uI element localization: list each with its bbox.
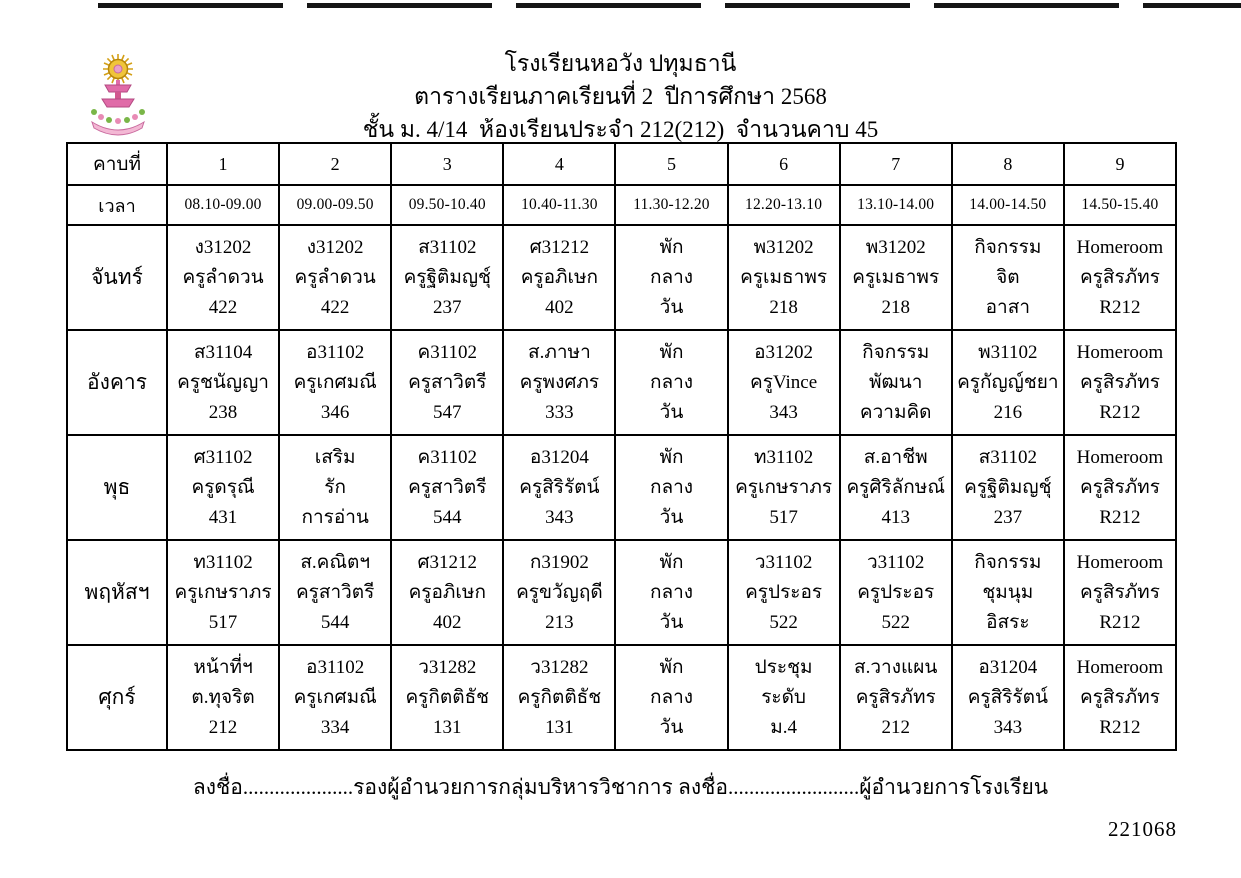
cell-line-1: ว31102 xyxy=(866,551,925,573)
cell-line-3: วัน xyxy=(659,401,684,423)
day-row-1 xyxy=(67,225,1176,330)
timetable-cell xyxy=(503,225,615,330)
period-time: 08.10-09.00 xyxy=(167,185,279,225)
cell-line-2: ครูสิรภัทร xyxy=(1079,371,1160,393)
cell-line-2: ครูสิรภัทร xyxy=(1079,476,1160,498)
cell-line-2: รัก xyxy=(324,476,347,498)
cell-line-2: ครูศิริลักษณ์ xyxy=(846,476,945,498)
cell-line-1: ศ31212 xyxy=(529,236,590,258)
cell-line-1: ว31282 xyxy=(418,656,477,678)
cell-line-3: 343 xyxy=(993,716,1023,738)
period-time: 10.40-11.30 xyxy=(503,185,615,225)
period-number: 4 xyxy=(503,143,615,185)
cell-line-2: ครูเกษราภร xyxy=(735,476,833,498)
cell-line-1: Homeroom xyxy=(1076,236,1164,258)
cell-line-1: พัก xyxy=(659,236,684,258)
cell-line-1: ค31102 xyxy=(417,341,478,363)
cell-line-1: อ31102 xyxy=(306,341,365,363)
cell-line-3: 517 xyxy=(208,611,238,633)
cell-line-3: 343 xyxy=(545,506,574,528)
cell-line-1: ว31102 xyxy=(754,551,813,573)
day-label: พุธ xyxy=(67,435,167,540)
cell-line-3: 237 xyxy=(433,296,462,318)
day-label: อังคาร xyxy=(67,330,167,435)
cell-line-1: ส.วางแผน xyxy=(854,656,938,678)
timetable-cell xyxy=(728,645,840,750)
cell-line-3: 544 xyxy=(320,611,350,633)
period-axis-label: คาบที่ xyxy=(67,143,167,185)
cell-line-2: ครูสิรภัทร xyxy=(855,686,936,708)
cell-line-2: ครูลำดวน xyxy=(294,266,376,288)
timetable-cell xyxy=(728,435,840,540)
cell-line-2: ครูเกศมณี xyxy=(293,371,377,393)
cell-line-3: 131 xyxy=(433,716,462,738)
cell-line-3: R212 xyxy=(1099,611,1141,633)
cell-line-1: Homeroom xyxy=(1076,656,1164,678)
cell-line-2: ครูสาวิตรี xyxy=(295,581,375,603)
cell-line-3: 213 xyxy=(545,611,574,633)
cell-line-2: ครูขวัญฤดี xyxy=(516,581,603,603)
cell-line-2: ครูสิริรัตน์ xyxy=(967,686,1048,708)
timetable-cell xyxy=(615,435,727,540)
cell-line-3: 218 xyxy=(769,296,798,318)
cell-line-3: R212 xyxy=(1099,401,1141,423)
timetable-cell xyxy=(503,435,615,540)
cell-line-3: R212 xyxy=(1099,296,1141,318)
cell-line-3: 547 xyxy=(433,401,462,423)
cell-line-2: ครูสิรภัทร xyxy=(1079,686,1160,708)
timetable-cell xyxy=(279,330,391,435)
timetable-cell xyxy=(952,645,1064,750)
timetable-cell xyxy=(728,540,840,645)
timetable-cell xyxy=(952,435,1064,540)
timetable-cell xyxy=(840,435,952,540)
document-number: 221068 xyxy=(1108,817,1177,841)
cell-line-2: ครูเมธาพร xyxy=(852,266,940,288)
cell-line-3: 218 xyxy=(881,296,910,318)
cell-line-3: 333 xyxy=(545,401,574,423)
cell-line-3: 544 xyxy=(433,506,462,528)
timetable-cell xyxy=(952,225,1064,330)
period-number: 1 xyxy=(167,143,279,185)
cell-line-2: ครูอภิเษก xyxy=(408,581,486,603)
time-axis-label: เวลา xyxy=(67,185,167,225)
cell-line-3: 422 xyxy=(208,296,238,318)
timetable-cell xyxy=(840,225,952,330)
timetable-cell xyxy=(167,435,279,540)
period-number: 9 xyxy=(1064,143,1176,185)
timetable-cell xyxy=(391,330,503,435)
cell-line-1: ประชุม xyxy=(754,656,813,678)
school-name: โรงเรียนหอวัง ปทุมธานี xyxy=(504,51,737,76)
signature-line: ลงชื่อ.....................รองผู้อำนวยการกลุ่มบริหารวิชาการ ลงชื่อ.........................ผู้อำนวยการโรงเรียน xyxy=(192,775,1049,799)
timetable-cell xyxy=(840,645,952,750)
cell-line-1: อ31204 xyxy=(978,656,1038,678)
cell-line-3: วัน xyxy=(659,506,684,528)
cell-line-3: 131 xyxy=(545,716,574,738)
cell-line-3: 334 xyxy=(320,716,350,738)
cell-line-2: กลาง xyxy=(649,266,694,288)
period-time: 14.00-14.50 xyxy=(952,185,1064,225)
cell-line-1: เสริม xyxy=(314,446,356,468)
cell-line-2: ครูประอร xyxy=(745,581,823,603)
day-label: ศุกร์ xyxy=(67,645,167,750)
cell-line-2: กลาง xyxy=(649,476,694,498)
cell-line-1: ง31202 xyxy=(194,236,252,258)
cell-line-3: 346 xyxy=(320,401,350,423)
cell-line-1: ท31102 xyxy=(753,446,814,468)
cell-line-2: ครูกิตติธัช xyxy=(517,686,602,708)
cell-line-2: ครูสิรภัทร xyxy=(1079,266,1160,288)
cell-line-1: พ31202 xyxy=(753,236,814,258)
top-edge-rule xyxy=(98,3,1241,8)
cell-line-2: ครูฐิติมญชุ์ xyxy=(403,266,491,288)
cell-line-1: พัก xyxy=(659,551,684,573)
timetable-cell xyxy=(1064,330,1176,435)
period-time: 12.20-13.10 xyxy=(728,185,840,225)
cell-line-3: R212 xyxy=(1099,506,1141,528)
cell-line-1: ว31282 xyxy=(530,656,589,678)
timetable-cell xyxy=(391,435,503,540)
period-time: 09.50-10.40 xyxy=(391,185,503,225)
day-label: จันทร์ xyxy=(67,225,167,330)
cell-line-2: ชุมนุม xyxy=(982,581,1034,603)
cell-line-3: วัน xyxy=(659,296,684,318)
timetable-cell xyxy=(391,225,503,330)
cell-line-3: 238 xyxy=(208,401,238,423)
timetable-cell xyxy=(840,330,952,435)
cell-line-3: 422 xyxy=(320,296,350,318)
timetable-cell xyxy=(279,225,391,330)
period-time: 11.30-12.20 xyxy=(615,185,727,225)
cell-line-1: ส31102 xyxy=(418,236,477,258)
cell-line-3: 431 xyxy=(208,506,238,528)
cell-line-2: ครูVince xyxy=(750,371,818,393)
period-time: 14.50-15.40 xyxy=(1064,185,1176,225)
timetable xyxy=(66,142,1177,751)
cell-line-2: ครูอภิเษก xyxy=(520,266,599,288)
cell-line-1: ส.คณิตฯ xyxy=(300,551,371,573)
period-number: 6 xyxy=(728,143,840,185)
cell-line-2: ครูลำดวน xyxy=(182,266,264,288)
cell-line-2: ครูสิริรัตน์ xyxy=(519,476,600,498)
cell-line-1: พัก xyxy=(659,446,684,468)
timetable-cell xyxy=(279,435,391,540)
timetable-cell xyxy=(391,645,503,750)
cell-line-1: ส31104 xyxy=(193,341,253,363)
cell-line-3: อาสา xyxy=(985,296,1030,318)
day-row-5 xyxy=(67,645,1176,750)
timetable-cell xyxy=(167,330,279,435)
cell-line-1: พ31202 xyxy=(865,236,926,258)
cell-line-2: ครูฐิติมญชุ์ xyxy=(964,476,1052,498)
cell-line-3: 343 xyxy=(769,401,798,423)
times-row xyxy=(67,185,1176,225)
timetable-cell xyxy=(615,540,727,645)
period-number: 5 xyxy=(615,143,727,185)
cell-line-3: 522 xyxy=(881,611,910,633)
period-number: 8 xyxy=(952,143,1064,185)
timetable-cell xyxy=(840,540,952,645)
timetable-cell xyxy=(952,540,1064,645)
page-header xyxy=(0,47,1241,146)
cell-line-2: ครูกัญญ์ชยา xyxy=(957,371,1059,393)
cell-line-3: 413 xyxy=(881,506,910,528)
cell-line-1: พ31102 xyxy=(978,341,1038,363)
timetable-cell xyxy=(391,540,503,645)
period-time: 13.10-14.00 xyxy=(840,185,952,225)
timetable-cell xyxy=(503,540,615,645)
timetable-title: ตารางเรียนภาคเรียนที่ 2 ปีการศึกษา 2568 xyxy=(414,84,827,109)
timetable-cell xyxy=(728,330,840,435)
cell-line-1: ศ31212 xyxy=(417,551,478,573)
cell-line-2: กลาง xyxy=(649,581,694,603)
timetable-cell xyxy=(279,645,391,750)
day-label: พฤหัสฯ xyxy=(67,540,167,645)
timetable-cell xyxy=(615,330,727,435)
cell-line-1: Homeroom xyxy=(1076,551,1164,573)
period-number: 7 xyxy=(840,143,952,185)
cell-line-3: ม.4 xyxy=(770,716,797,738)
timetable-cell xyxy=(615,225,727,330)
cell-line-1: อ31204 xyxy=(529,446,589,468)
period-number: 2 xyxy=(279,143,391,185)
cell-line-3: 402 xyxy=(433,611,462,633)
cell-line-2: ระดับ xyxy=(761,686,806,708)
cell-line-1: ง31202 xyxy=(306,236,364,258)
cell-line-2: จิต xyxy=(996,266,1020,288)
cell-line-2: ครูสาวิตรี xyxy=(408,371,487,393)
timetable-cell xyxy=(1064,645,1176,750)
timetable-cell xyxy=(1064,225,1176,330)
timetable-cell xyxy=(167,225,279,330)
cell-line-1: Homeroom xyxy=(1076,446,1164,468)
day-row-3 xyxy=(67,435,1176,540)
timetable-cell xyxy=(167,645,279,750)
period-number: 3 xyxy=(391,143,503,185)
periods-row xyxy=(67,143,1176,185)
timetable-cell xyxy=(952,330,1064,435)
timetable-cell xyxy=(503,645,615,750)
cell-line-1: Homeroom xyxy=(1076,341,1164,363)
cell-line-2: ครูเมธาพร xyxy=(740,266,828,288)
cell-line-2: ครูกิตติธัช xyxy=(405,686,490,708)
cell-line-3: 212 xyxy=(208,716,238,738)
cell-line-2: ต.ทุจริต xyxy=(191,686,255,708)
cell-line-3: 212 xyxy=(881,716,910,738)
cell-line-1: ส.ภาษา xyxy=(528,341,591,363)
day-row-2 xyxy=(67,330,1176,435)
timetable-cell xyxy=(1064,540,1176,645)
cell-line-2: ครูเกษราภร xyxy=(174,581,272,603)
cell-line-1: ศ31102 xyxy=(193,446,253,468)
cell-line-2: พัฒนา xyxy=(869,371,923,393)
cell-line-2: ครูประอร xyxy=(857,581,935,603)
cell-line-3: 237 xyxy=(993,506,1023,528)
cell-line-3: การอ่าน xyxy=(301,506,369,528)
cell-line-2: ครูพงศภร xyxy=(519,371,600,393)
class-info-line: ชั้น ม. 4/14 ห้องเรียนประจำ 212(212) จำนวนคาบ 45 xyxy=(362,117,879,142)
day-row-4 xyxy=(67,540,1176,645)
cell-line-3: วัน xyxy=(659,611,684,633)
timetable-body xyxy=(67,143,1176,750)
cell-line-3: วัน xyxy=(659,716,684,738)
cell-line-1: อ31102 xyxy=(306,656,365,678)
cell-line-1: พัก xyxy=(659,341,684,363)
cell-line-3: ความคิด xyxy=(859,401,932,423)
cell-line-2: กลาง xyxy=(649,371,694,393)
cell-line-3: 402 xyxy=(545,296,574,318)
timetable-cell xyxy=(1064,435,1176,540)
timetable-cell xyxy=(728,225,840,330)
cell-line-2: ครูสิรภัทร xyxy=(1079,581,1160,603)
timetable-cell xyxy=(615,645,727,750)
cell-line-2: ครูสาวิตรี xyxy=(408,476,487,498)
timetable-cell xyxy=(503,330,615,435)
cell-line-1: หน้าที่ฯ xyxy=(193,656,253,678)
cell-line-3: 522 xyxy=(769,611,798,633)
cell-line-1: ส31102 xyxy=(978,446,1038,468)
cell-line-1: กิจกรรม xyxy=(862,341,930,363)
cell-line-3: 216 xyxy=(993,401,1023,423)
cell-line-3: R212 xyxy=(1099,716,1141,738)
cell-line-1: กิจกรรม xyxy=(974,236,1042,258)
cell-line-1: ส.อาชีพ xyxy=(863,446,928,468)
cell-line-3: อิสระ xyxy=(986,611,1030,633)
cell-line-2: ครูดรุณี xyxy=(191,476,255,498)
cell-line-1: กิจกรรม xyxy=(974,551,1042,573)
period-time: 09.00-09.50 xyxy=(279,185,391,225)
cell-line-1: ก31902 xyxy=(529,551,589,573)
cell-line-2: ครูเกศมณี xyxy=(293,686,377,708)
cell-line-1: ท31102 xyxy=(193,551,253,573)
cell-line-2: ครูชนัญญา xyxy=(177,371,269,393)
cell-line-1: ค31102 xyxy=(417,446,478,468)
timetable-cell xyxy=(279,540,391,645)
timetable-cell xyxy=(167,540,279,645)
cell-line-3: 517 xyxy=(769,506,798,528)
cell-line-1: อ31202 xyxy=(754,341,814,363)
cell-line-1: พัก xyxy=(659,656,684,678)
cell-line-2: กลาง xyxy=(649,686,694,708)
